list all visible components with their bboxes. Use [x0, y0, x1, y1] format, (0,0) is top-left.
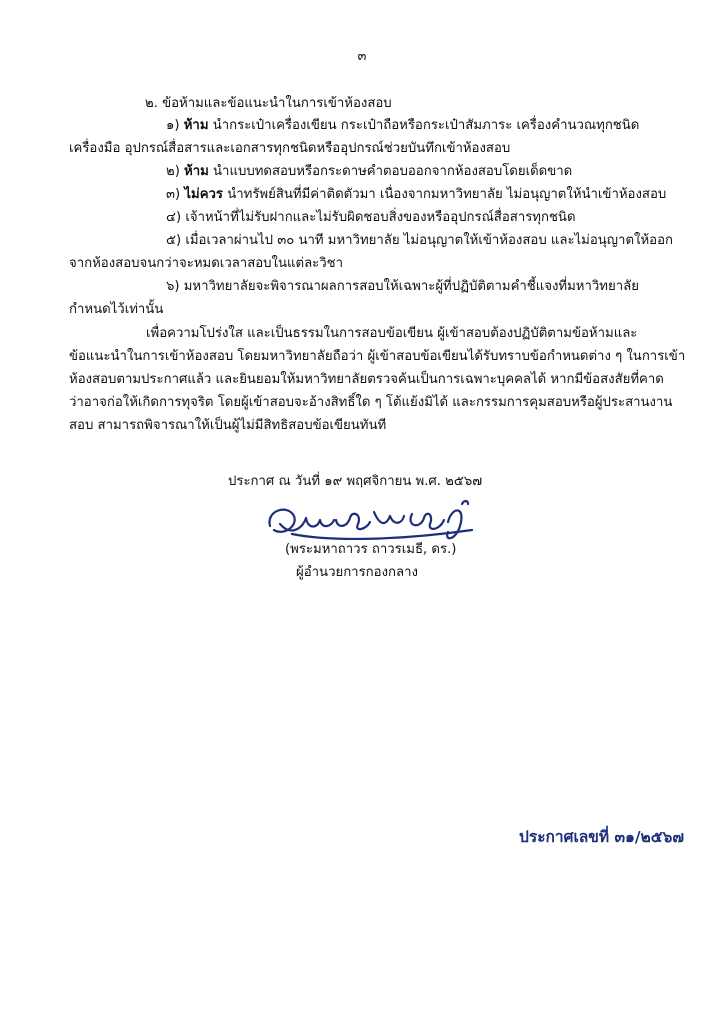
rule-item-1-number: ๑) [166, 118, 180, 133]
signer-title: ผู้อำนวยการกองกลาง [296, 565, 418, 580]
rule-item-4-number: ๔) [166, 210, 182, 225]
rule-item-1 [166, 114, 639, 137]
rule-item-3-number: ๓) [166, 187, 181, 202]
rule-item-4 [166, 206, 576, 229]
announcement-date: ประกาศ ณ วันที่ ๑๙ พฤศจิกายน พ.ศ. ๒๕๖๗ [228, 474, 483, 489]
notice-paragraph-line-1: เพื่อความโปร่งใส และเป็นธรรมในการสอบข้อเขียน ผู้เข้าสอบต้องปฏิบัติตามข้อห้ามและ [146, 326, 638, 341]
page-number: ๓ [357, 49, 367, 64]
notice-paragraph-line-4: ว่าอาจก่อให้เกิดการทุจริต โดยผู้เข้าสอบจะอ้างสิทธิ์ใด ๆ โต้แย้งมิได้ และกรรมการคุมสอบหรือผู้ประสานงาน [69, 395, 673, 410]
rule-item-2 [166, 160, 572, 183]
signer-name: (พระมหาถาวร ถาวรเมธี, ดร.) [285, 542, 457, 557]
rule-item-3 [166, 183, 666, 206]
notice-paragraph-line-5: สอบ สามารถพิจารณาให้เป็นผู้ไม่มีสิทธิสอบข้อเขียนทันที [69, 418, 387, 433]
rule-item-1-continuation: เครื่องมือ อุปกรณ์สื่อสารและเอกสารทุกชนิดหรืออุปกรณ์ช่วยบันทึกเข้าห้องสอบ [69, 141, 511, 156]
rule-item-4-text: เจ้าหน้าที่ไม่รับฝากและไม่รับผิดชอบสิ่งของหรืออุปกรณ์สื่อสารทุกชนิด [181, 210, 576, 225]
notice-paragraph-line-2: ข้อแนะนำในการเข้าห้องสอบ โดยมหาวิทยาลัยถือว่า ผู้เข้าสอบข้อเขียนได้รับทราบข้อกำหนดต่าง ๆ ในการเข้า [69, 349, 686, 364]
rule-item-3-text: นำทรัพย์สินที่มีค่าติดตัวมา เนื่องจากมหาวิทยาลัย ไม่อนุญาตให้นำเข้าห้องสอบ [223, 187, 667, 202]
announcement-number: ประกาศเลขที่ ๓๑/๒๕๖๗ [519, 828, 684, 846]
notice-paragraph-line-3: ห้องสอบตามประกาศแล้ว และยินยอมให้มหาวิทยาลัยตรวจค้นเป็นการเฉพาะบุคคลได้ หากมีข้อสงสัยที่คาด [69, 372, 664, 387]
rule-item-1-text: นำกระเป๋าเครื่องเขียน กระเป๋าถือหรือกระเป๋าสัมภาระ เครื่องคำนวณทุกชนิด [208, 118, 640, 133]
rule-item-6-text: มหาวิทยาลัยจะพิจารณาผลการสอบให้เฉพาะผู้ที่ปฏิบัติตามคำชี้แจงที่มหาวิทยาลัย [179, 279, 639, 294]
rule-item-2-text: นำแบบทดสอบหรือกระดาษคำตอบออกจากห้องสอบโดยเด็ดขาด [208, 164, 573, 179]
rule-item-5-text: เมื่อเวลาผ่านไป ๓๐ นาที มหาวิทยาลัย ไม่อนุญาตให้เข้าห้องสอบ และไม่อนุญาตให้ออก [181, 233, 673, 248]
rule-item-3-lead: ไม่ควร [184, 187, 224, 202]
rule-item-6-continuation: กำหนดไว้เท่านั้น [69, 302, 164, 317]
rule-item-1-lead: ห้าม [183, 118, 209, 133]
rule-item-6 [166, 275, 639, 298]
rule-item-6-number: ๖) [166, 279, 180, 294]
section-heading: ๒. ข้อห้ามและข้อแนะนำในการเข้าห้องสอบ [145, 96, 392, 111]
rule-item-2-number: ๒) [166, 164, 180, 179]
rule-item-5-number: ๕) [166, 233, 182, 248]
rule-item-5 [166, 229, 673, 252]
rule-item-2-lead: ห้าม [184, 164, 209, 179]
rule-item-5-continuation: จากห้องสอบจนกว่าจะหมดเวลาสอบในแต่ละวิชา [69, 256, 343, 271]
